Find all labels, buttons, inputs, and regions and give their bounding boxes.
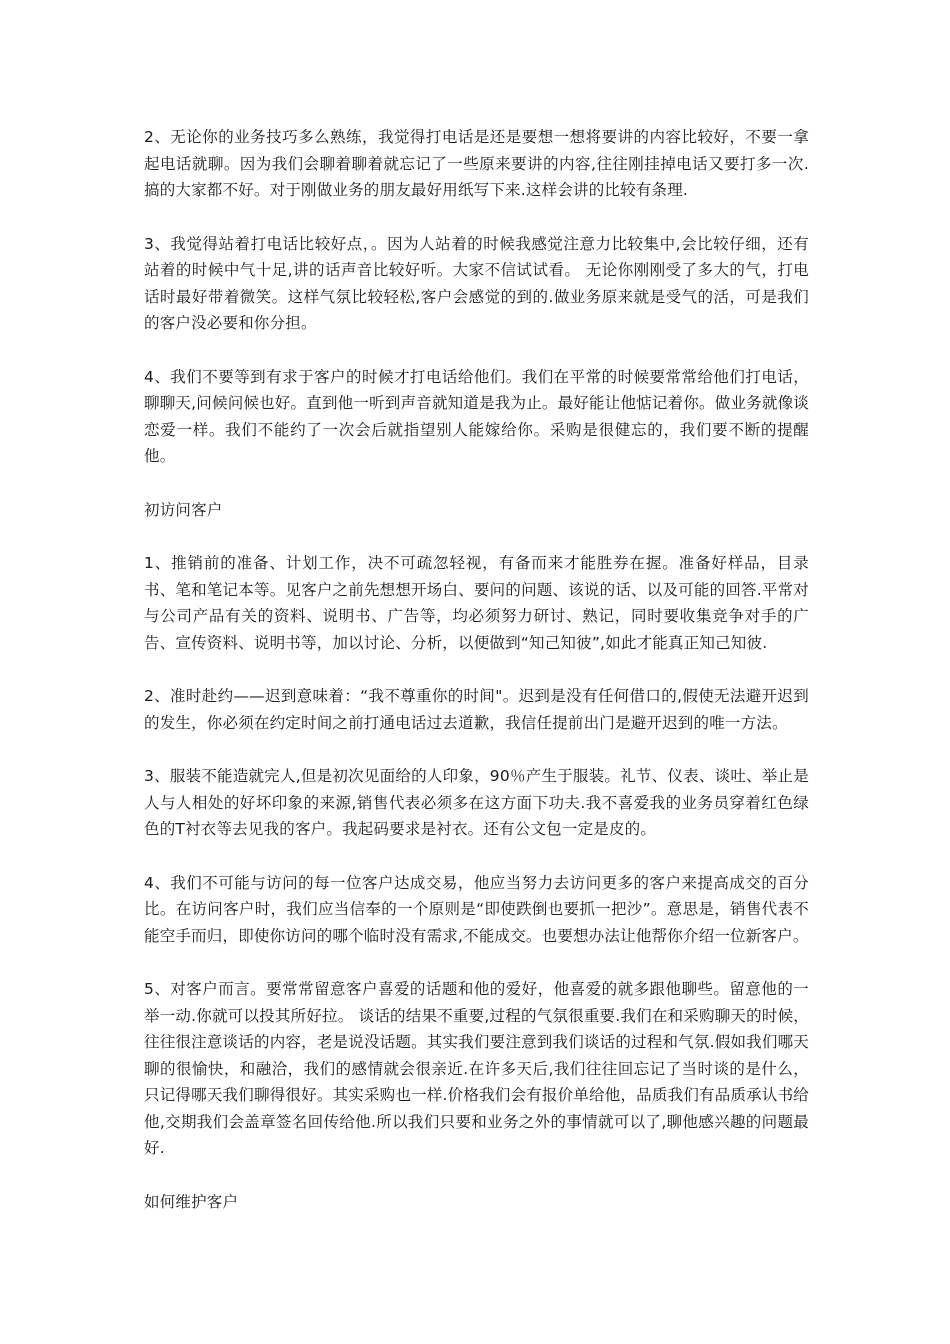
section-heading-first-visit: 初访问客户 [144,500,223,519]
paragraph-visit-tip-4: 4、我们不可能与访问的每一位客户达成交易，他应当努力去访问更多的客户来提高成交的百分比。在访问客户时，我们应当信奉的一个原则是“即使跌倒也要抓一把沙”。意思是，销售代表不能空手而归，即使你访问的哪个临时没有需求,不能成交。也要想办法让他帮你介绍一位新客户。 [144,873,809,945]
paragraph-visit-tip-5: 5、对客户而言。要常常留意客户喜爱的话题和他的爱好，他喜爱的就多跟他聊些。留意他的一举一动.你就可以投其所好拉。 谈话的结果不重要,过程的气氛很重要.我们在和采购聊天的时候，往往很注意谈话的内容，老是说没话题。其实我们要注意到我们谈话的过程和气氛.假如我们哪天聊的很愉快，和融洽，我们的感情就会很亲近.在许多天后,我们往往回忘记了当时谈的是什么，只记得哪天我们聊得很好。其实采购也一样.价格我们会有报价单给他，品质我们有品质承认书给他,交期我们会盖章签名回传给他.所以我们只要和业务之外的事情就可以了,聊他感兴趣的问题最好. [144,980,809,1157]
paragraph-visit-tip-1: 1、推销前的准备、计划工作，决不可疏忽轻视，有备而来才能胜券在握。准备好样品，目录书、笔和笔记本等。见客户之前先想想开场白、要问的问题、该说的话、以及可能的回答.平常对与公司产品有关的资料、说明书、广告等，均必须努力研讨、熟记，同时要收集竞争对手的广告、宣传资料、说明书等，加以讨论、分析，以便做到“知己知彼”,如此才能真正知己知彼. [144,554,809,652]
paragraph-phone-tip-2: 2、无论你的业务技巧多么熟练，我觉得打电话是还是要想一想将要讲的内容比较好，不要一拿起电话就聊。因为我们会聊着聊着就忘记了一些原来要讲的内容,往往刚挂掉电话又要打多一次.搞的大家都不好。对于刚做业务的朋友最好用纸写下来.这样会讲的比较有条理. [144,128,809,199]
paragraph-visit-tip-3: 3、服装不能造就完人,但是初次见面给的人印象，90％产生于服装。礼节、仪表、谈吐、举止是人与人相处的好坏印象的来源,销售代表必须多在这方面下功夫.我不喜爱我的业务员穿着红色绿色的T衬衣等去见我的客户。我起码要求是衬衣。还有公文包一定是皮的。 [144,767,809,838]
document-body [144,124,809,1242]
paragraph-visit-tip-2: 2、准时赴约——迟到意味着：“我不尊重你的时间"。迟到是没有任何借口的,假使无法避开迟到的发生，你必须在约定时间之前打通电话过去道歉，我信任提前出门是避开迟到的唯一方法。 [144,687,809,732]
paragraph-phone-tip-3: 3、我觉得站着打电话比较好点，。因为人站着的时候我感觉注意力比较集中,会比较仔细，还有站着的时候中气十足,讲的话声音比较好听。大家不信试试看。 无论你刚刚受了多大的气，打电话时最好带着微笑。这样气氛比较轻松,客户会感觉的到的.做业务原来就是受气的活，可是我们的客户没必要和你分担。 [144,234,809,332]
section-heading-maintain-customers: 如何维护客户 [144,1192,239,1211]
paragraph-phone-tip-4: 4、我们不要等到有求于客户的时候才打电话给他们。我们在平常的时候要常常给他们打电话，聊聊天,问候问候也好。直到他一听到声音就知道是我为止。最好能让他惦记着你。做业务就像谈恋爱一样。我们不能约了一次会后就指望别人能嫁给你。采购是很健忘的，我们要不断的提醒他。 [144,367,809,465]
